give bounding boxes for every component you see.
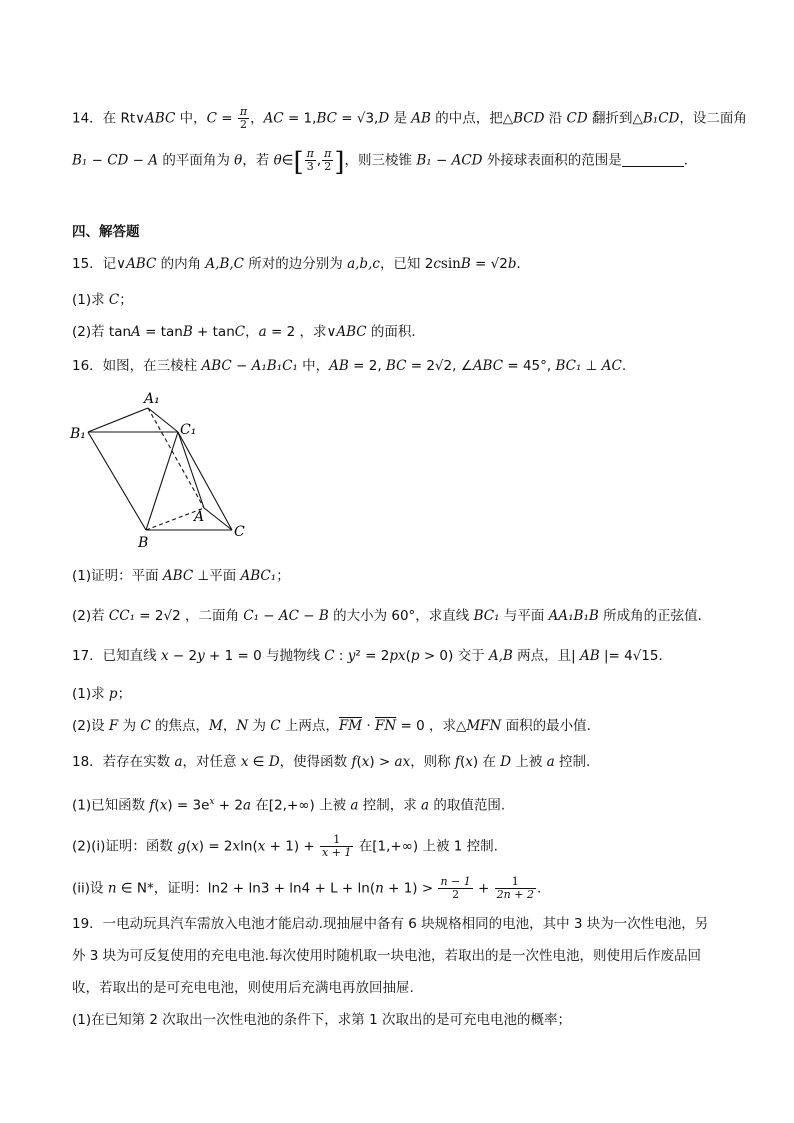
- edge-b-c1: [146, 432, 178, 530]
- q14-line1: 14．在 Rt∨ABC 中，C = $\frac{\pi}{2}$ ，AC = 1,BC = √3,D 是 AB 的中点，把△BCD 沿 CD 翻折到△B₁CD，设二面角: [72, 105, 747, 131]
- label-a: A: [194, 509, 205, 525]
- answer-blank: [622, 152, 684, 167]
- q18-part2: (2)(i)证明：函数 g(x) = 2xln(x + 1) + $\frac{1}{x + 1}$ 在[1,+∞) 上被 1 控制.: [72, 833, 498, 859]
- section-title: 四、解答题: [72, 224, 140, 240]
- q14-line2: B₁ − CD − A 的平面角为 θ，若 θ∈[ $\frac{\pi}{3}$ , $\frac{\pi}{2}$ ]，则三棱锥 B₁ − ACD 外接球表面积的范围是 ．: [72, 147, 698, 178]
- q17-part2: (2)设 F 为 C 的焦点，M，N 为 C 上两点，$\overline{FM} \cdot \overline{FN} = 0$ ，求△MFN 面积的最小值．: [72, 718, 601, 734]
- q17-stem: 17．已知直线 x − 2y + 1 = 0 与抛物线 C : y² = 2px(p > 0) 交于 A,B 两点，且| AB |= 4√15．: [72, 648, 672, 664]
- q17-part1: (1)求 p；: [72, 686, 132, 702]
- q19-line3: 收，若取出的是可充电电池，则使用后充满电再放回抽屉.: [72, 980, 414, 996]
- edge-a-c: [204, 508, 232, 530]
- label-a1: A₁: [144, 391, 160, 407]
- q15-part2: (2)若 tanA = tanB + tanC，a = 2 ，求∨ABC 的面积．: [72, 324, 425, 340]
- label-b1: B₁: [70, 426, 86, 442]
- edge-b1-a1: [88, 408, 148, 432]
- fraction-pi-over-2: $\frac{\pi}{2}$: [239, 105, 248, 131]
- q15-stem: 15．记∨ABC 的内角 A,B,C 所对的边分别为 a,b,c，已知 2csinB = √2b．: [72, 256, 531, 272]
- q19-line1: 19．一电动玩具汽车需放入电池才能启动.现抽屉中备有 6 块规格相同的电池，其中 3 块为一次性电池，另: [72, 916, 709, 932]
- q18-part3: (ii)设 n ∈ N*，证明：ln2 + ln3 + ln4 + L + ln(n + 1) > $\frac{n - 1}{2}$ + $\frac{1}{2n + 2}$ .: [72, 875, 542, 901]
- q16-part2: (2)若 CC₁ = 2√2 ，二面角 C₁ − AC − B 的大小为 60°，求直线 BC₁ 与平面 AA₁B₁B 所成角的正弦值．: [72, 608, 712, 624]
- edge-b1-b: [88, 432, 146, 530]
- q18-part1: (1)已知函数 $f(x) = 3e^x + 2a$ 在[2,+∞) 上被 a 控制，求 a 的取值范围.: [72, 797, 506, 814]
- q19-part1: (1)在已知第 2 次取出一次性电池的条件下，求第 1 次取出的是可充电电池的概率；: [72, 1012, 571, 1028]
- q18-stem: 18．若存在实数 a，对任意 x ∈ D，使得函数 f(x) > ax，则称 f(x) 在 D 上被 a 控制.: [72, 754, 591, 770]
- prism-figure: [68, 388, 258, 553]
- q19-line2: 外 3 块为可反复使用的充电电池.每次使用时随机取一块电池，若取出的是一次性电池，则使用后作废品回: [72, 948, 701, 964]
- q16-stem: 16．如图，在三棱柱 ABC − A₁B₁C₁ 中，AB = 2, BC = 2√2, ∠ABC = 45°, BC₁ ⊥ AC.: [72, 358, 627, 374]
- q15-part1: (1)求 C；: [72, 292, 133, 308]
- label-b: B: [138, 535, 149, 551]
- q16-part1: (1)证明：平面 ABC ⊥平面 ABC₁；: [72, 568, 290, 584]
- label-c: C: [234, 524, 245, 540]
- edge-c1-a: [178, 432, 204, 508]
- label-c1: C₁: [180, 422, 197, 438]
- edge-a1-c1: [148, 408, 178, 432]
